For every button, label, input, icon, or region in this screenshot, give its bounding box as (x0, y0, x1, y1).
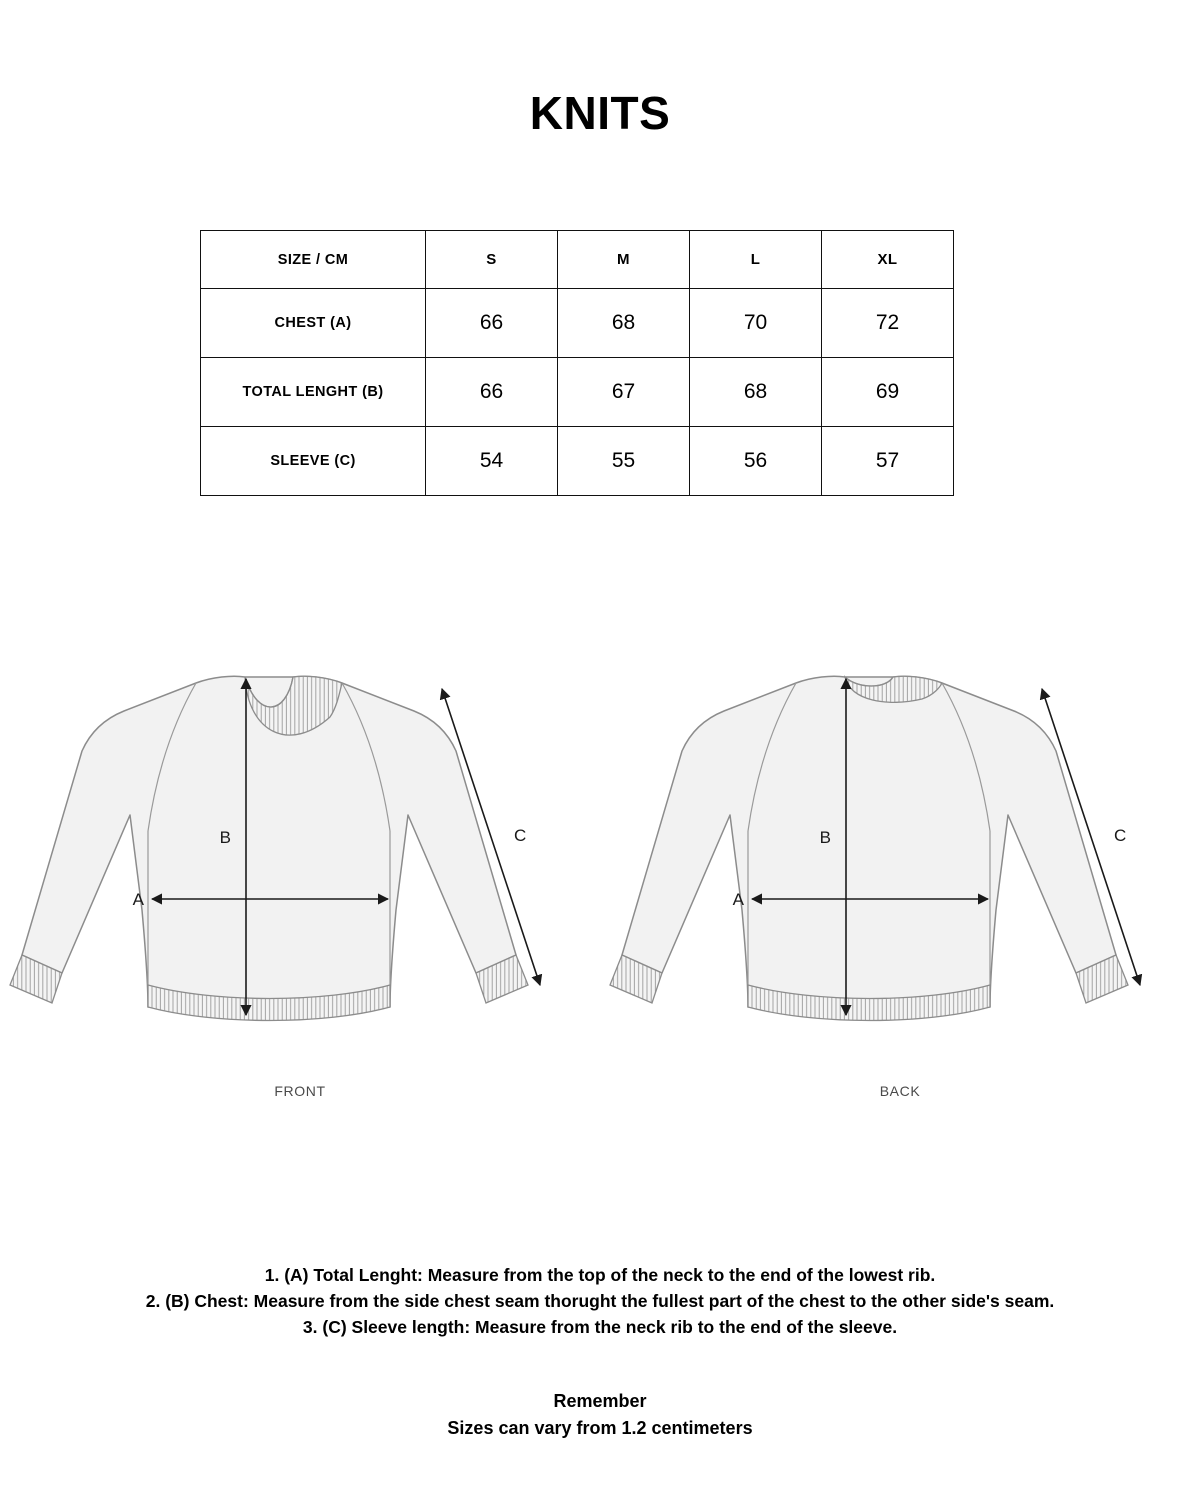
measurement-label-a: A (732, 890, 744, 909)
garment-diagram-back (600, 655, 1200, 1115)
remember-text: Sizes can vary from 1.2 centimeters (447, 1418, 753, 1438)
figure-caption-front: FRONT (274, 1083, 326, 1099)
cell-chest-m: 68 (558, 289, 690, 358)
measurement-label-c: C (514, 826, 527, 845)
table-row (201, 289, 954, 358)
table-header-cell-s: S (426, 231, 558, 289)
table-row (201, 358, 954, 427)
cell-chest-s: 66 (426, 289, 558, 358)
table-row (201, 427, 954, 496)
cell-total-length-s: 66 (426, 358, 558, 427)
table-header-cell-m: M (558, 231, 690, 289)
instruction-line-2: 2. (B) Chest: Measure from the side chest seam thorught the fullest part of the chest to the other side's seam. (145, 1291, 1055, 1311)
cell-sleeve-l: 56 (690, 427, 822, 496)
page-title: KNITS (529, 87, 671, 139)
cell-chest-xl: 72 (822, 289, 954, 358)
row-label-sleeve: SLEEVE (C) (201, 427, 426, 496)
garment-diagram-front (0, 655, 600, 1115)
cell-sleeve-xl: 57 (822, 427, 954, 496)
size-chart-table-container (200, 230, 948, 496)
garment-diagrams (0, 655, 1200, 1115)
table-header-cell-measurement: SIZE / CM (201, 231, 426, 289)
cell-total-length-l: 68 (690, 358, 822, 427)
cell-sleeve-s: 54 (426, 427, 558, 496)
figure-caption-back: BACK (879, 1083, 921, 1099)
instruction-line-3: 3. (C) Sleeve length: Measure from the neck rib to the end of the sleeve. (302, 1317, 898, 1337)
measurement-label-b: B (819, 828, 831, 847)
instruction-line-1: 1. (A) Total Lenght: Measure from the top of the neck to the end of the lowest rib. (264, 1265, 936, 1285)
row-label-total-length: TOTAL LENGHT (B) (201, 358, 426, 427)
measurement-label-c: C (1114, 826, 1127, 845)
measurement-label-b: B (219, 828, 231, 847)
size-chart-table (200, 230, 954, 496)
cell-total-length-xl: 69 (822, 358, 954, 427)
table-header-row (201, 231, 954, 289)
remember-note (0, 1388, 1200, 1442)
garment-body-shape (622, 676, 1116, 1007)
cell-total-length-m: 67 (558, 358, 690, 427)
measurement-label-a: A (132, 890, 144, 909)
cell-sleeve-m: 55 (558, 427, 690, 496)
measuring-instructions (0, 1262, 1200, 1340)
table-header-cell-l: L (690, 231, 822, 289)
cell-chest-l: 70 (690, 289, 822, 358)
row-label-chest: CHEST (A) (201, 289, 426, 358)
table-header-cell-xl: XL (822, 231, 954, 289)
remember-heading: Remember (553, 1391, 647, 1411)
